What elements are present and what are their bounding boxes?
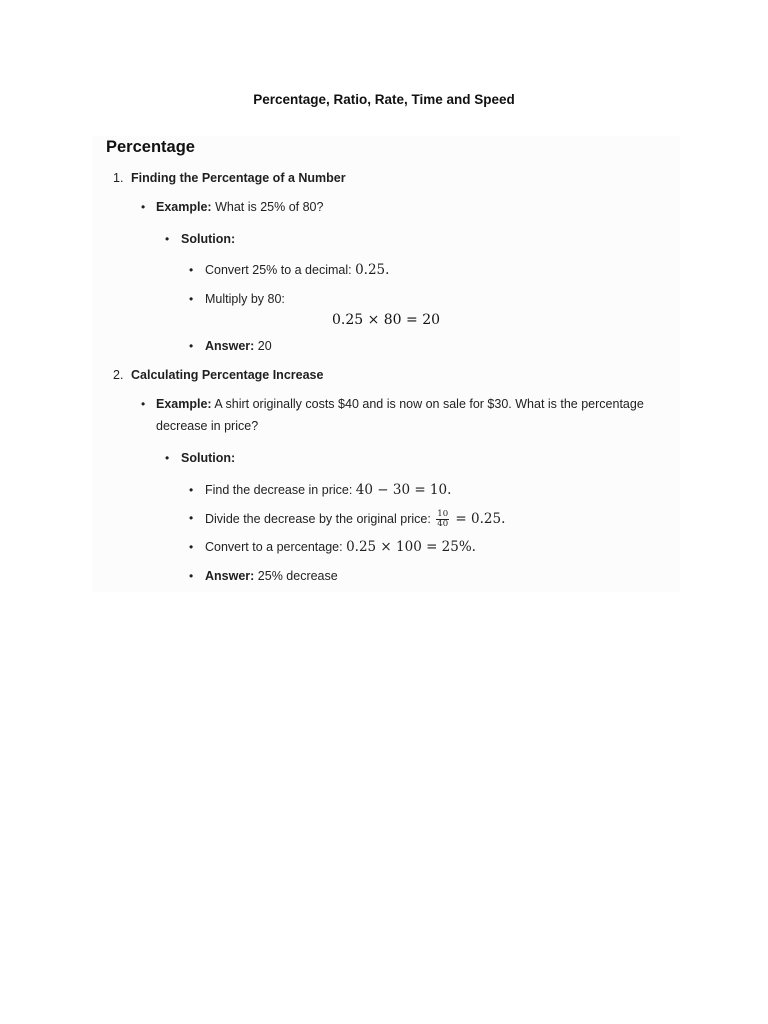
bullet-icon: • bbox=[141, 200, 146, 214]
step-text: Divide the decrease by the original price: bbox=[205, 511, 435, 526]
bullet-icon: • bbox=[189, 292, 194, 306]
example-label: Example: bbox=[156, 397, 212, 411]
bullet-icon: • bbox=[189, 339, 194, 353]
solution-label: Solution: bbox=[181, 232, 236, 246]
answer-line bbox=[205, 338, 272, 354]
answer-line bbox=[205, 568, 338, 584]
example-text: A shirt originally costs $40 and is now on sale for $30. What is the percentage bbox=[211, 397, 644, 411]
fraction-denominator: 40 bbox=[437, 519, 449, 529]
answer-label: Answer: bbox=[205, 339, 255, 353]
example-text: What is 25% of 80? bbox=[211, 200, 324, 214]
step-line bbox=[205, 482, 451, 498]
content-card bbox=[92, 136, 680, 592]
example-line bbox=[156, 396, 644, 412]
bullet-icon: • bbox=[189, 263, 194, 277]
bullet-icon: • bbox=[189, 540, 194, 554]
step-math: 0.25. bbox=[355, 262, 390, 278]
step-math: 40 − 30 = 10. bbox=[355, 482, 452, 498]
example-label: Example: bbox=[156, 200, 212, 214]
example-text-continued: decrease in price? bbox=[156, 419, 259, 433]
item-title: Calculating Percentage Increase bbox=[131, 368, 324, 382]
step-text: Convert 25% to a decimal: bbox=[205, 263, 356, 277]
section-heading: Percentage bbox=[106, 138, 195, 156]
step-text: Multiply by 80: bbox=[205, 292, 285, 306]
step-text: Convert to a percentage: bbox=[205, 540, 347, 554]
step-math: 0.25 × 100 = 25%. bbox=[346, 539, 476, 555]
item-title: Finding the Percentage of a Number bbox=[131, 171, 346, 185]
answer-text: 20 bbox=[254, 339, 272, 353]
display-equation: 0.25 × 80 = 20 bbox=[331, 312, 441, 328]
step-line bbox=[205, 510, 505, 529]
example-line bbox=[156, 199, 323, 215]
item-number: 2. bbox=[113, 368, 124, 382]
bullet-icon: • bbox=[189, 483, 194, 497]
step-math: = 0.25. bbox=[451, 510, 506, 527]
item-number: 1. bbox=[113, 171, 124, 185]
bullet-icon: • bbox=[165, 232, 170, 246]
answer-text: 25% decrease bbox=[254, 569, 338, 583]
fraction bbox=[436, 510, 449, 529]
solution-label: Solution: bbox=[181, 451, 236, 465]
bullet-icon: • bbox=[165, 451, 170, 465]
bullet-icon: • bbox=[189, 569, 194, 583]
bullet-icon: • bbox=[141, 397, 146, 411]
fraction-numerator: 10 bbox=[437, 509, 449, 519]
answer-label: Answer: bbox=[205, 569, 255, 583]
document-title: Percentage, Ratio, Rate, Time and Speed bbox=[253, 92, 515, 107]
step-line bbox=[205, 539, 476, 555]
bullet-icon: • bbox=[189, 511, 194, 525]
step-line bbox=[205, 262, 389, 278]
step-text: Find the decrease in price: bbox=[205, 483, 356, 497]
